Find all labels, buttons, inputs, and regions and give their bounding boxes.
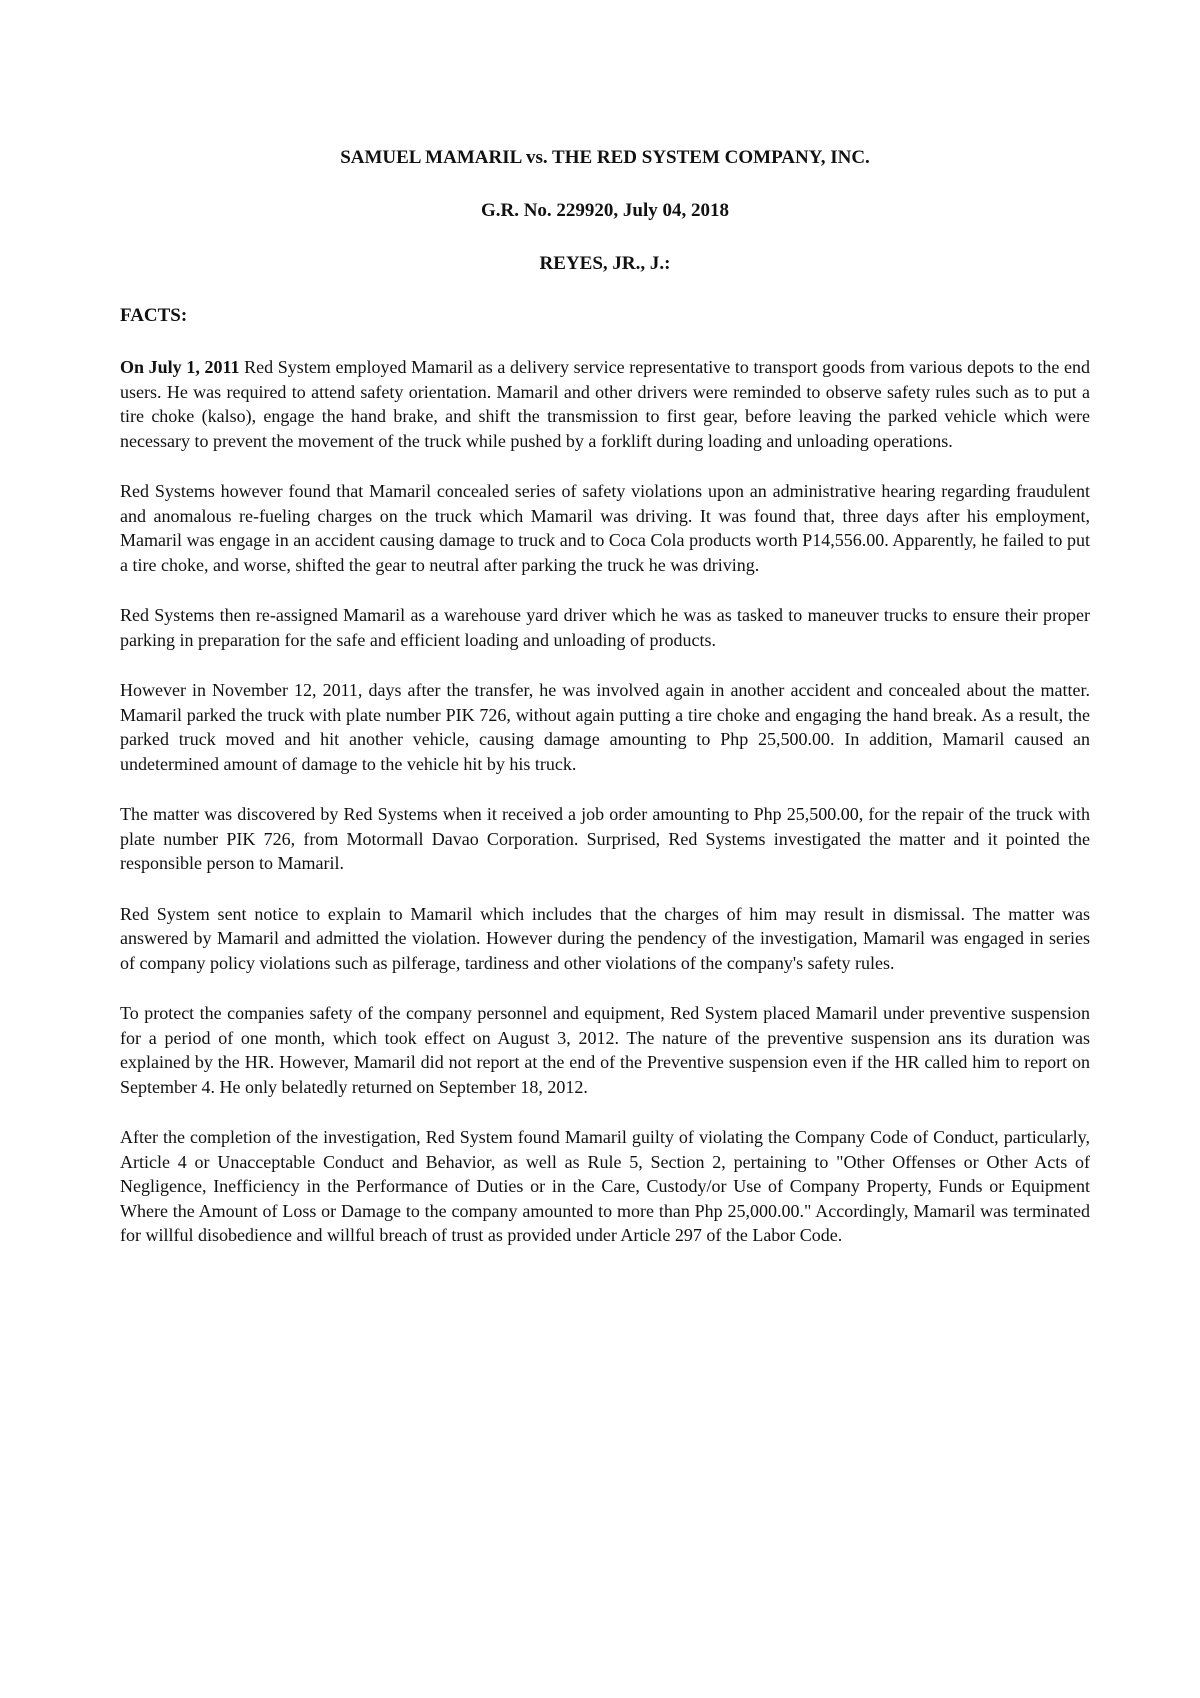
facts-paragraph-7: To protect the companies safety of the company personnel and equipment, Red System placed Mamaril under preventive suspension for a period of one month, which took effect on August 3, 2012. The nature of the preventive suspension ans its duration was explained by the HR. However, Mamaril did not report at the end of the Preventive suspension even if the HR called him to report on September 4. He only belatedly returned on September 18, 2012. (120, 1003, 1090, 1097)
paragraph-text: Red System employed Mamaril as a delivery service representative to transport goods from various depots to the end users. He was required to attend safety orientation. Mamaril and other drivers were reminded to observe safety rules such as to put a tire choke (kalso), engage the hand brake, and shift the transmission to first gear, before leaving the parked vehicle which were necessary to prevent the movement of the truck while pushed by a forklift during loading and unloading operations. (120, 357, 1091, 451)
facts-paragraph-2: Red Systems however found that Mamaril concealed series of safety violations upon an administrative hearing regarding fraudulent and anomalous re-fueling charges on the truck which Mamaril was driving. It was found that, three days after his employment, Mamaril was engage in an accident causing damage to truck and to Coca Cola products worth P14,556.00. Apparently, he failed to put a tire choke, and worse, shifted the gear to neutral after parking the truck he was driving. (120, 481, 1090, 575)
case-ponente: REYES, JR., J.: (539, 253, 671, 274)
facts-paragraph-8: After the completion of the investigation, Red System found Mamaril guilty of violating the Company Code of Conduct, particularly, Article 4 or Unacceptable Conduct and Behavior, as well as Rule 5, Section 2, pertaining to "Other Offenses or Other Acts of Negligence, Inefficiency in the Performance of Duties or in the Care, Custody/or Use of Company Property, Funds or Equipment Where the Amount of Loss or Damage to the company amounted to more than Php 25,000.00." Accordingly, Mamaril was terminated for willful disobedience and willful breach of trust as provided under Article 297 of the Labor Code. (120, 1127, 1090, 1245)
facts-paragraph-4: However in November 12, 2011, days after the transfer, he was involved again in another accident and concealed about the matter. Mamaril parked the truck with plate number PIK 726, without again putting a tire choke and engaging the hand break. As a result, the parked truck moved and hit another vehicle, causing damage amounting to Php 25,500.00. In addition, Mamaril caused an undetermined amount of damage to the vehicle hit by his truck. (120, 680, 1090, 774)
document-page (120, 130, 1090, 1248)
case-gr-number: G.R. No. 229920, July 04, 2018 (480, 200, 730, 221)
facts-heading: FACTS: (120, 305, 188, 326)
facts-paragraph-5: The matter was discovered by Red Systems when it received a job order amounting to Php 25,500.00, for the repair of the truck with plate number PIK 726, from Motormall Davao Corporation. Surprised, Red Systems investigated the matter and it pointed the responsible person to Mamaril. (120, 804, 1090, 873)
facts-paragraph-6: Red System sent notice to explain to Mamaril which includes that the charges of him may result in dismissal. The matter was answered by Mamaril and admitted the violation. However during the pendency of the investigation, Mamaril was engaged in series of company policy violations such as pilferage, tardiness and other violations of the company's safety rules. (120, 903, 1090, 973)
facts-paragraph-3: Red Systems then re-assigned Mamaril as a warehouse yard driver which he was as tasked to maneuver trucks to ensure their proper parking in preparation for the safe and efficient loading and unloading of products. (120, 605, 1090, 650)
facts-paragraph-1 (120, 355, 1090, 453)
paragraph-lead-date: On July 1, 2011 (120, 357, 240, 377)
case-title: SAMUEL MAMARIL vs. THE RED SYSTEM COMPANY, INC. (340, 147, 870, 168)
